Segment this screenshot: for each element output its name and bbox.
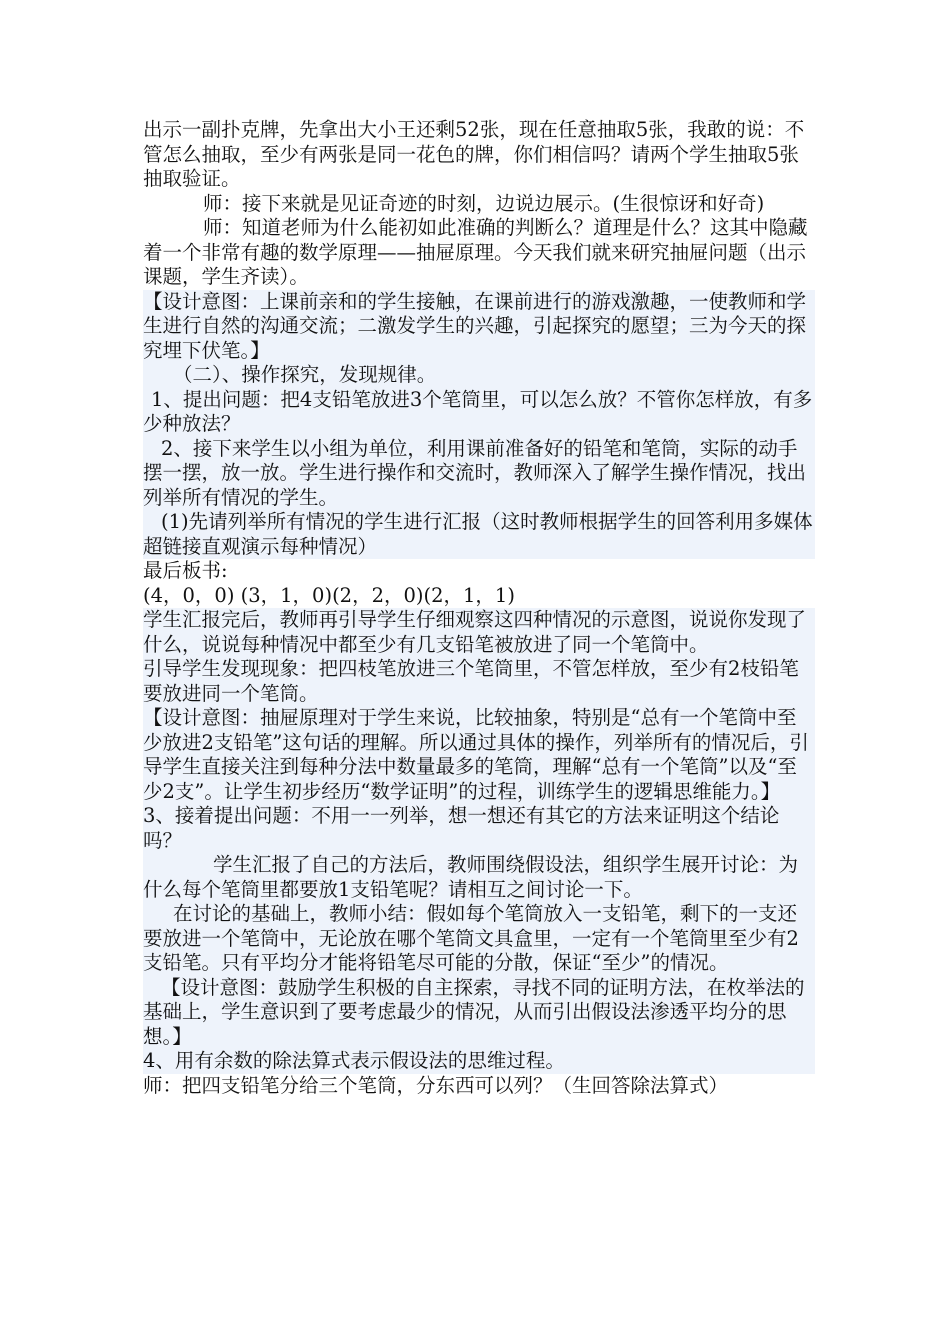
paragraph-design-intent-2: 【设计意图：抽屉原理对于学生来说，比较抽象，特别是“总有一个笔筒中至少放进2支铅笔”这句话的理解。所以通过具体的操作，列举所有的情况后，引导学生直接关注到每种分法中数量最多的笔筒，理解“总有一个笔筒”以及“至少2支”。让学生初步经历“数学证明”的过程，训练学生的逻辑思维能力。】 [143,706,815,804]
paragraph-question-3: 3、接着提出问题：不用一一列举，想一想还有其它的方法来证明这个结论吗？ [143,804,815,853]
document-body [143,118,815,1098]
paragraph-teacher-division: 师：把四支铅笔分给三个笔筒，分东西可以列？（生回答除法算式） [143,1073,729,1097]
paragraph-question-1: 1、提出问题：把4支铅笔放进3个笔筒里，可以怎么放？不管你怎样放，有多少种放法？ [143,388,815,437]
paragraph-observe: 学生汇报完后，教师再引导学生仔细观察这四种情况的示意图，说说你发现了什么，说说每种情况中都至少有几支铅笔被放进了同一个笔筒中。 [143,608,815,657]
paragraph-poker-intro: 出示一副扑克牌，先拿出大小王还剩52张，现在任意抽取5张，我敢的说：不管怎么抽取，至少有两张是同一花色的牌，你们相信吗？请两个学生抽取5张抽取验证。 [143,118,805,190]
paragraph-discovery: 引导学生发现现象：把四枝笔放进三个笔筒里，不管怎样放，至少有2枝铅笔要放进同一个笔筒。 [143,657,815,706]
paragraph-division-expression: 4、用有余数的除法算式表示假设法的思维过程。 [143,1049,815,1074]
paragraph-assumption-method: 学生汇报了自己的方法后，教师围绕假设法，组织学生展开讨论：为什么每个笔筒里都要放1支铅笔呢？请相互之间讨论一下。 [143,853,815,902]
section-heading-operation: （二）、操作探究，发现规律。 [143,363,815,388]
paragraph-report-1: (1)先请列举所有情况的学生进行汇报（这时教师根据学生的回答利用多媒体超链接直观演示每种情况） [143,510,815,559]
paragraph-teacher-principle: 师：知道老师为什么能初如此准确的判断么？道理是什么？这其中隐藏着一个非常有趣的数学原理——抽屉原理。今天我们就来研究抽屉问题（出示课题，学生齐读）。 [143,216,808,288]
paragraph-board-label: 最后板书: [143,559,228,582]
paragraph-design-intent-1: 【设计意图：上课前亲和的学生接触，在课前进行的游戏激趣，一使教师和学生进行自然的沟通交流；二激发学生的兴趣，引起探究的愿望；三为今天的探究埋下伏笔。】 [143,290,815,364]
paragraph-summary: 在讨论的基础上，教师小结：假如每个笔筒放入一支铅笔，剩下的一支还要放进一个笔筒中，无论放在哪个笔筒文具盒里，一定有一个笔筒里至少有2支铅笔。只有平均分才能将铅笔尽可能的分散，保证“至少”的情况。 [143,902,815,976]
paragraph-design-intent-3: 【设计意图：鼓励学生积极的自主探索，寻找不同的证明方法，在枚举法的基础上，学生意识到了要考虑最少的情况，从而引出假设法渗透平均分的思想。】 [143,976,815,1050]
paragraph-teacher-miracle: 师：接下来就是见证奇迹的时刻，边说边展示。(生很惊讶和好奇) [203,191,765,215]
paragraph-board-cases: (4，0，0) (3，1，0)(2，2，0)(2，1，1) [143,583,515,607]
paragraph-group-activity: 2、接下来学生以小组为单位，利用课前准备好的铅笔和笔筒，实际的动手摆一摆，放一放。学生进行操作和交流时，教师深入了解学生操作情况，找出列举所有情况的学生。 [143,437,815,511]
